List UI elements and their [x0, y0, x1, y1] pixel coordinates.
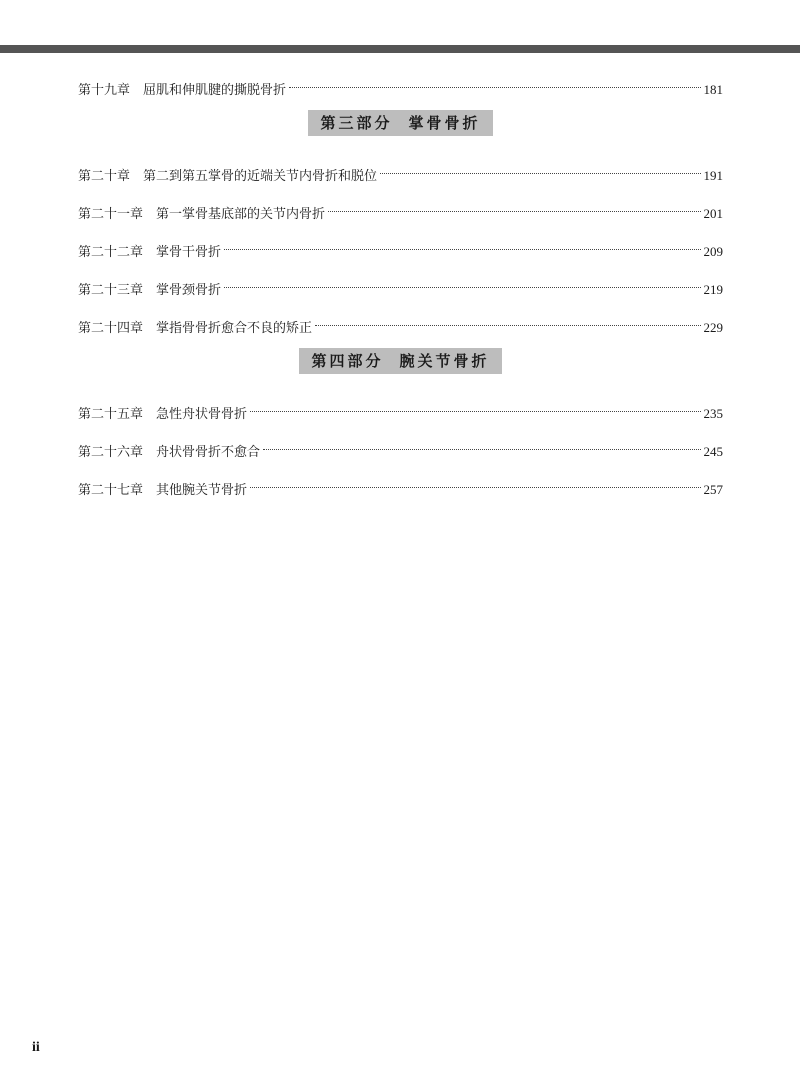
page-number: 245 [703, 444, 723, 459]
part-title: 腕关节骨折 [399, 352, 490, 370]
top-header-bar [0, 45, 800, 53]
chapter-number: 第二十七章 [78, 483, 144, 498]
chapter-title: 第二到第五掌骨的近端关节内骨折和脱位 [143, 169, 378, 184]
dot-leader [315, 310, 700, 332]
toc-entry[interactable] [78, 234, 723, 260]
page-number: 235 [703, 406, 723, 421]
chapter-title: 掌骨颈骨折 [156, 283, 222, 298]
toc-entry[interactable] [78, 272, 723, 298]
dot-leader [250, 472, 700, 494]
dot-leader [224, 272, 700, 294]
dot-leader [224, 234, 700, 256]
dot-leader [380, 158, 700, 180]
part-heading-wrapper [78, 348, 723, 374]
toc-entry[interactable] [78, 158, 723, 184]
page-number: 181 [703, 82, 723, 97]
dot-leader [250, 396, 700, 418]
chapter-number: 第二十四章 [78, 321, 144, 336]
toc-entry[interactable] [78, 72, 723, 98]
part-label: 第三部分 [320, 114, 393, 132]
chapter-title: 屈肌和伸肌腱的撕脱骨折 [143, 83, 287, 98]
footer-page-number: ii [32, 1040, 40, 1055]
toc-entry[interactable] [78, 396, 723, 422]
page-number: 257 [703, 482, 723, 497]
toc-entry[interactable] [78, 196, 723, 222]
toc-entry[interactable] [78, 310, 723, 336]
chapter-number: 第二十五章 [78, 407, 144, 422]
chapter-title: 急性舟状骨骨折 [156, 407, 248, 422]
page-number: 209 [703, 244, 723, 259]
chapter-number: 第二十六章 [78, 445, 144, 460]
chapter-number: 第二十一章 [78, 207, 144, 222]
part-heading [299, 348, 501, 374]
part-label: 第四部分 [311, 352, 384, 370]
chapter-title: 舟状骨骨折不愈合 [156, 445, 261, 460]
table-of-contents [78, 72, 723, 510]
chapter-title: 掌指骨骨折愈合不良的矫正 [156, 321, 313, 336]
part-heading-wrapper [78, 110, 723, 136]
dot-leader [263, 434, 700, 456]
part-heading [308, 110, 492, 136]
page-number: 201 [703, 206, 723, 221]
chapter-number: 第十九章 [78, 83, 131, 98]
dot-leader [289, 72, 700, 94]
page-number: 219 [703, 282, 723, 297]
chapter-number: 第二十三章 [78, 283, 144, 298]
page-number: 191 [703, 168, 723, 183]
toc-entry[interactable] [78, 434, 723, 460]
toc-entry[interactable] [78, 472, 723, 498]
page-number: 229 [703, 320, 723, 335]
chapter-title: 第一掌骨基底部的关节内骨折 [156, 207, 326, 222]
chapter-number: 第二十章 [78, 169, 131, 184]
part-title: 掌骨骨折 [408, 114, 481, 132]
chapter-number: 第二十二章 [78, 245, 144, 260]
dot-leader [328, 196, 700, 218]
chapter-title: 其他腕关节骨折 [156, 483, 248, 498]
chapter-title: 掌骨干骨折 [156, 245, 222, 260]
